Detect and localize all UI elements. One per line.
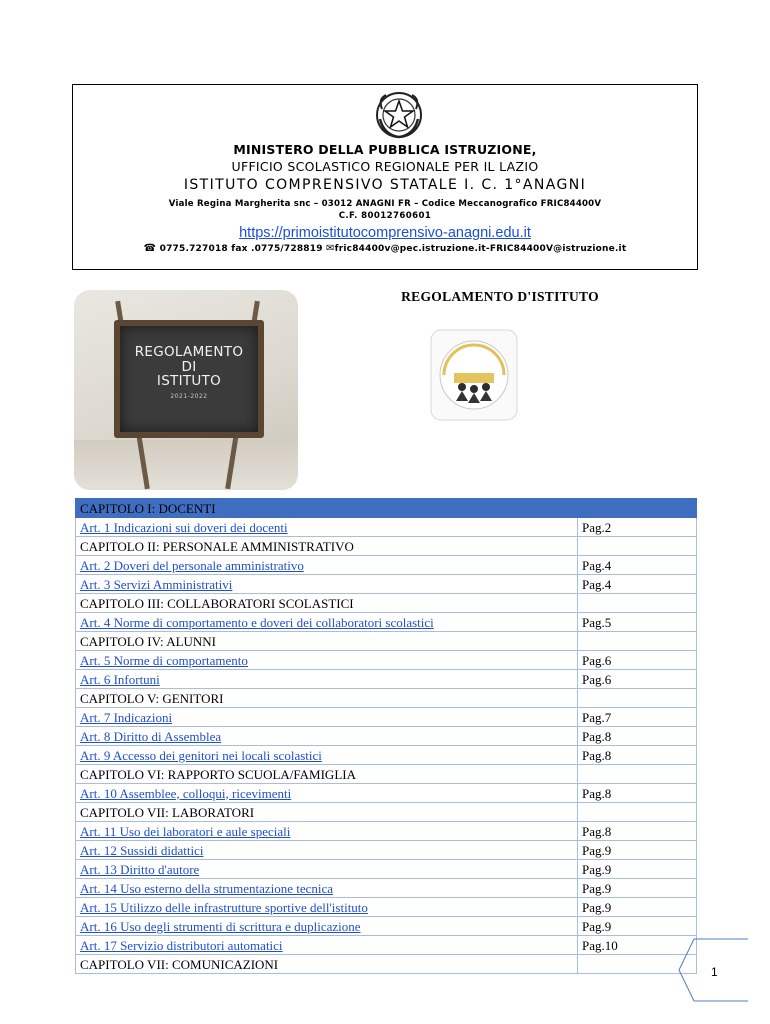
page-reference: Pag.8 (578, 822, 697, 841)
page-reference: Pag.9 (578, 917, 697, 936)
cover-line-2: DI (181, 359, 197, 375)
article-link[interactable]: Art. 11 Uso dei laboratori e aule speciali (76, 822, 578, 841)
page-reference: Pag.9 (578, 898, 697, 917)
page-corner-shape (678, 938, 758, 1002)
school-address: Viale Regina Margherita snc – 03012 ANAGNI FR – Codice Meccanografico FRIC84400V (168, 199, 602, 209)
toc-chapter-row (76, 499, 697, 518)
article-link[interactable]: Art. 15 Utilizzo delle infrastrutture sportive dell'istituto (76, 898, 578, 917)
page-reference: Pag.8 (578, 727, 697, 746)
toc-chapter-row (76, 803, 697, 822)
toc-chapter-row (76, 594, 697, 613)
page-reference: Pag.5 (578, 613, 697, 632)
toc-article-row[interactable] (76, 936, 697, 955)
school-logo (430, 329, 518, 421)
article-link[interactable]: Art. 7 Indicazioni (76, 708, 578, 727)
article-link[interactable]: Art. 14 Uso esterno della strumentazione tecnica (76, 879, 578, 898)
page-reference (578, 803, 697, 822)
regional-office: UFFICIO SCOLASTICO REGIONALE PER IL LAZIO (231, 159, 539, 174)
phone-icon: ☎ (143, 243, 157, 254)
page-number-badge (678, 938, 758, 1002)
page-reference: Pag.8 (578, 784, 697, 803)
article-link[interactable]: Art. 4 Norme di comportamento e doveri dei collaboratori scolastici (76, 613, 578, 632)
page-reference: Pag.9 (578, 860, 697, 879)
chapter-title: CAPITOLO IV: ALUNNI (76, 632, 578, 651)
article-link[interactable]: Art. 9 Accesso dei genitori nei locali scolastici (76, 746, 578, 765)
article-link[interactable]: Art. 1 Indicazioni sui doveri dei docenti (76, 518, 578, 537)
fiscal-code: C.F. 80012760601 (338, 211, 432, 221)
page-number: 1 (711, 965, 718, 979)
page-reference (578, 689, 697, 708)
article-link[interactable]: Art. 13 Diritto d'autore (76, 860, 578, 879)
page-reference: Pag.8 (578, 746, 697, 765)
page-reference: Pag.4 (578, 575, 697, 594)
page-reference: Pag.6 (578, 651, 697, 670)
article-link[interactable]: Art. 12 Sussidi didattici (76, 841, 578, 860)
phone-number: 0775.727018 (159, 244, 228, 254)
toc-article-row[interactable] (76, 917, 697, 936)
toc-article-row[interactable] (76, 575, 697, 594)
page-reference (578, 594, 697, 613)
table-of-contents (75, 498, 697, 974)
contacts-line (73, 243, 697, 254)
cover-line-3: ISTITUTO (156, 373, 222, 389)
school-name: ISTITUTO COMPRENSIVO STATALE I. C. 1°ANAGNI (183, 177, 587, 193)
chapter-title: CAPITOLO II: PERSONALE AMMINISTRATIVO (76, 537, 578, 556)
toc-article-row[interactable] (76, 860, 697, 879)
article-link[interactable]: Art. 16 Uso degli strumenti di scrittura e duplicazione (76, 917, 578, 936)
chapter-title: CAPITOLO VII: LABORATORI (76, 803, 578, 822)
page-reference (578, 499, 697, 518)
cover-year: 2021-2022 (170, 393, 208, 400)
toc-chapter-row (76, 689, 697, 708)
toc-chapter-row (76, 632, 697, 651)
toc-article-row[interactable] (76, 822, 697, 841)
toc-article-row[interactable] (76, 746, 697, 765)
article-link[interactable]: Art. 5 Norme di comportamento (76, 651, 578, 670)
article-link[interactable]: Art. 2 Doveri del personale amministrativo (76, 556, 578, 575)
toc-chapter-row (76, 537, 697, 556)
fax-number: fax .0775/728819 (231, 244, 323, 254)
chapter-title: CAPITOLO III: COLLABORATORI SCOLASTICI (76, 594, 578, 613)
toc-article-row[interactable] (76, 708, 697, 727)
ministry-name: MINISTERO DELLA PUBBLICA ISTRUZIONE, (233, 142, 537, 157)
toc-article-row[interactable] (76, 841, 697, 860)
page-reference: Pag.10 (578, 936, 697, 955)
toc-chapter-row (76, 765, 697, 784)
chapter-title: CAPITOLO VI: RAPPORTO SCUOLA/FAMIGLIA (76, 765, 578, 784)
toc-article-row[interactable] (76, 784, 697, 803)
chapter-title: CAPITOLO I: DOCENTI (76, 499, 578, 518)
article-link[interactable]: Art. 8 Diritto di Assemblea (76, 727, 578, 746)
envelope-icon: ✉ (326, 243, 335, 254)
toc-article-row[interactable] (76, 518, 697, 537)
toc-article-row[interactable] (76, 670, 697, 689)
cover-line-1: REGOLAMENTO (134, 344, 244, 360)
document-title: REGOLAMENTO D'ISTITUTO (401, 289, 599, 304)
page-reference: Pag.9 (578, 841, 697, 860)
page-reference (578, 765, 697, 784)
page-reference (578, 632, 697, 651)
school-website-link[interactable]: https://primoistitutocomprensivo-anagni.edu.it (239, 225, 531, 241)
page-reference: Pag.2 (578, 518, 697, 537)
page-reference: Pag.9 (578, 879, 697, 898)
toc-article-row[interactable] (76, 613, 697, 632)
toc-article-row[interactable] (76, 651, 697, 670)
article-link[interactable]: Art. 6 Infortuni (76, 670, 578, 689)
toc-article-row[interactable] (76, 879, 697, 898)
toc-chapter-row (76, 955, 697, 974)
toc-article-row[interactable] (76, 556, 697, 575)
article-link[interactable]: Art. 3 Servizi Amministrativi (76, 575, 578, 594)
email-addresses[interactable]: fric84400v@pec.istruzione.it-FRIC84400V@istruzione.it (334, 244, 627, 254)
page-reference: Pag.7 (578, 708, 697, 727)
article-link[interactable]: Art. 17 Servizio distributori automatici (76, 936, 578, 955)
toc-article-row[interactable] (76, 898, 697, 917)
page-reference (578, 537, 697, 556)
chapter-title: CAPITOLO VII: COMUNICAZIONI (76, 955, 578, 974)
article-link[interactable]: Art. 10 Assemblee, colloqui, ricevimenti (76, 784, 578, 803)
cover-image (74, 290, 298, 490)
toc-article-row[interactable] (76, 727, 697, 746)
chapter-title: CAPITOLO V: GENITORI (76, 689, 578, 708)
page-reference: Pag.4 (578, 556, 697, 575)
letterhead (72, 84, 698, 270)
italian-republic-emblem-icon (374, 89, 424, 141)
page-reference: Pag.6 (578, 670, 697, 689)
